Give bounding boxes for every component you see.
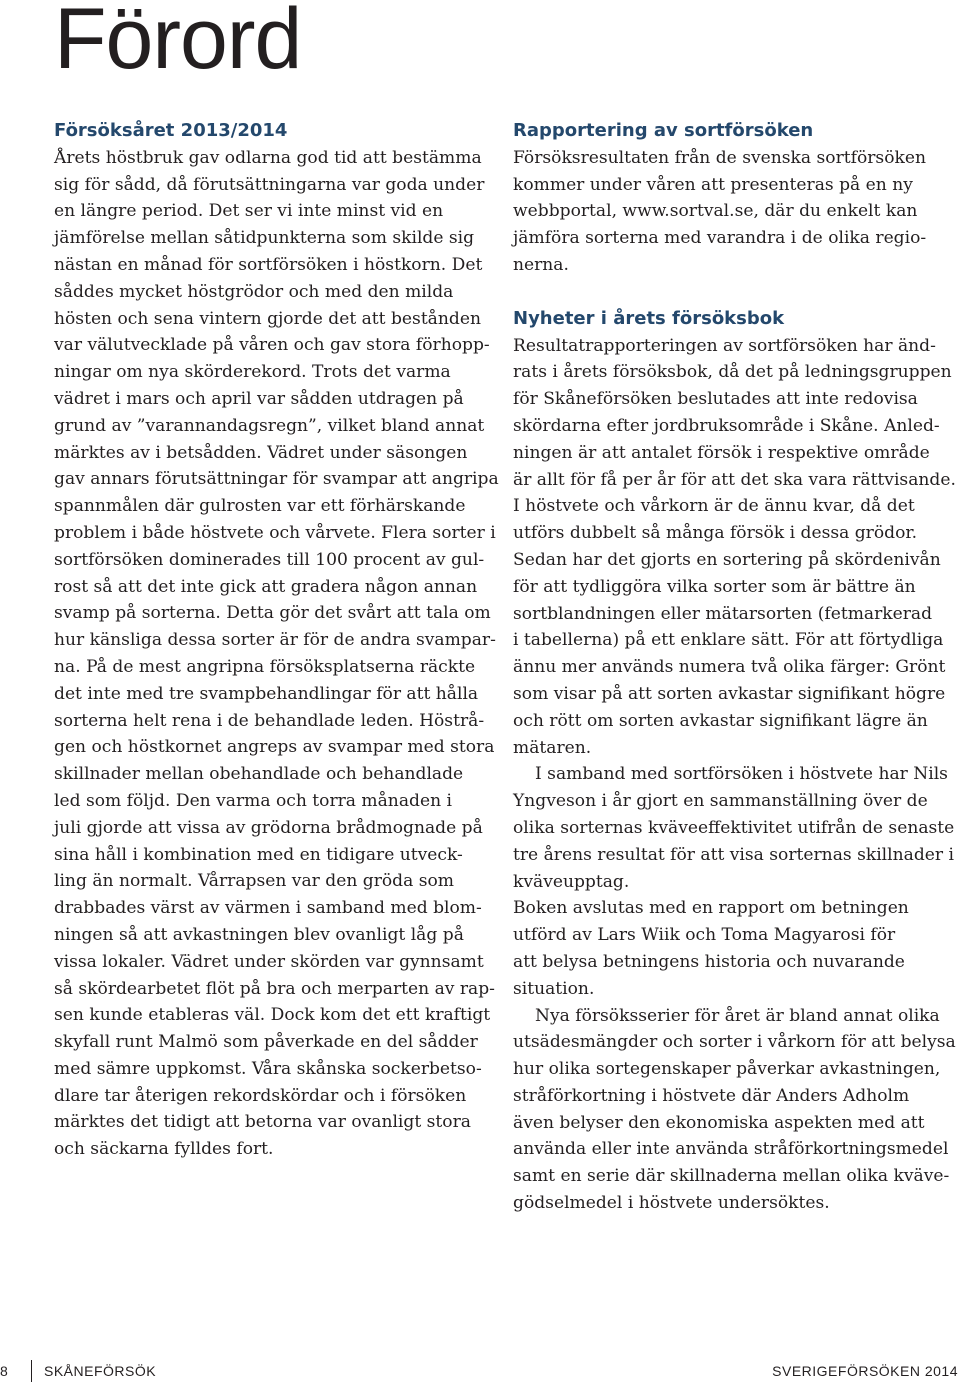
text-line: Boken avslutas med en rapport om betningen: [513, 898, 909, 919]
text-line: såddes mycket höstgrödor och med den milda: [54, 281, 454, 302]
text-line: hösten och sena vintern gjorde det att bestånden: [54, 308, 481, 329]
text-line: sen kunde etableras väl. Dock kom det ett kraftigt: [54, 1005, 491, 1026]
text-line: nästan en månad för sortförsöken i höstkorn. Det: [54, 254, 483, 275]
text-line: Försöksresultaten från de svenska sortförsöken: [513, 147, 926, 168]
text-line: ling än normalt. Vårrapsen var den gröda som: [54, 871, 454, 892]
page-footer: [0, 1360, 960, 1384]
text-line: skördarna efter jordbruksområde i Skåne. Anled-: [513, 415, 940, 436]
text-line: webbportal, www.sortval.se, där du enkelt kan: [513, 201, 918, 222]
text-line: rats i årets försöksbok, då det på ledningsgruppen: [513, 362, 952, 383]
text-line: gen och höstkornet angreps av svampar med stora: [54, 737, 495, 758]
text-line: tre årens resultat för att visa sorternas skillnader i: [513, 844, 954, 865]
text-line: sortförsöken dominerades till 100 procent av gul-: [54, 549, 485, 570]
text-line: som visar på att sorten avkastar signifikant högre: [513, 683, 946, 704]
footer-publication-right: SVERIGEFÖRSÖKEN 2014: [772, 1363, 958, 1379]
text-line: na. På de mest angripna försöksplatserna räckte: [54, 656, 476, 677]
text-line: utförd av Lars Wiik och Toma Magyarosi för: [513, 925, 896, 946]
text-line: samt en serie där skillnaderna mellan olika kväve-: [513, 1166, 950, 1187]
text-line: jämföra sorterna med varandra i de olika regio-: [513, 228, 927, 249]
text-line: var välutvecklade på våren och gav stora förhopp-: [54, 335, 490, 356]
text-line: I höstvete och vårkorn är de ännu kvar, då det: [513, 496, 915, 517]
body-text-betning: [513, 895, 943, 1002]
text-line: problem i både höstvete och vårvete. Flera sorter i: [54, 522, 496, 543]
text-line: ännu mer används numera två olika färger: Grönt: [513, 657, 946, 678]
text-line: gav annars förutsättningar för svampar att angripa: [54, 469, 499, 490]
text-line: även belyser den ekonomiska aspekten med att: [513, 1112, 925, 1133]
text-line: vissa lokaler. Vädret under skörden var gynnsamt: [54, 951, 484, 972]
page-number: 8: [0, 1363, 8, 1379]
text-line: situation.: [513, 978, 595, 999]
text-line: med sämre uppkomst. Våra skånska sockerbetso-: [54, 1058, 482, 1079]
text-line: en längre period. Det ser vi inte minst vid en: [54, 201, 444, 222]
text-line: sortblandningen eller mätarsorten (fetmarkerad: [513, 603, 933, 624]
text-line: Nya försöksserier för året är bland annat olika: [535, 1005, 940, 1026]
text-line: hur känsliga dessa sorter är för de andra svampar-: [54, 630, 496, 651]
text-line: sorterna helt rena i de behandlade leden. Höstrå-: [54, 710, 485, 731]
text-line: för att tydliggöra vilka sorter som är bättre än: [513, 576, 916, 597]
text-line: och rött om sorten avkastar signifikant lägre än: [513, 710, 928, 731]
text-line: i tabellerna) på ett enklare sätt. För att förtydliga: [513, 630, 944, 651]
text-line: märktes av i betsådden. Vädret under säsongen: [54, 442, 468, 463]
section-heading-forsoksaret: Försöksåret 2013/2014: [54, 120, 288, 141]
left-column: [54, 118, 499, 1163]
body-text-nya-forsoksserier: [513, 1003, 956, 1217]
text-line: Yngveson i år gjort en sammanställning över de: [513, 791, 928, 812]
footer-publication-left: SKÅNEFÖRSÖK: [44, 1363, 157, 1379]
page-title: Förord: [54, 0, 302, 87]
text-line: rost så att det inte gick att gradera någon annan: [54, 576, 478, 597]
text-line: använda eller inte använda stråförkortningsmedel: [513, 1139, 949, 1160]
text-line: Resultatrapporteringen av sortförsöken har änd-: [513, 335, 936, 356]
text-line: hur olika sortegenskaper påverkar avkastningen,: [513, 1059, 941, 1080]
text-line: så skördearbetet flöt på bra och merparten av rap-: [54, 978, 495, 999]
text-line: vädret i mars och april var sådden utdragen på: [54, 388, 464, 409]
text-line: olika sorternas kväveeffektivitet utifrån de senaste: [513, 817, 955, 838]
text-line: Årets höstbruk gav odlarna god tid att bestämma: [54, 147, 482, 168]
text-line: I samband med sortförsöken i höstvete har Nils: [535, 764, 948, 785]
text-line: gödselmedel i höstvete undersöktes.: [513, 1193, 830, 1214]
text-line: utsädesmängder och sorter i vårkorn för att belysa: [513, 1032, 956, 1053]
text-line: det inte med tre svampbehandlingar för att hålla: [54, 683, 479, 704]
body-text-rapportering: [513, 145, 943, 279]
text-line: utförs dubbelt så många försök i dessa grödor.: [513, 523, 918, 544]
body-text-forsoksaret: [54, 145, 499, 1163]
text-line: att belysa betningens historia och nuvarande: [513, 951, 905, 972]
text-line: svamp på sorterna. Detta gör det svårt att tala om: [54, 603, 491, 624]
text-line: Sedan har det gjorts en sortering på skördenivån: [513, 549, 941, 570]
text-line: drabbades värst av värmen i samband med blom-: [54, 898, 482, 919]
text-line: ningen är att antalet försök i respektive område: [513, 442, 930, 463]
text-line: kväveupptag.: [513, 871, 630, 892]
text-line: skillnader mellan obehandlade och behandlade: [54, 764, 464, 785]
text-line: märktes det tidigt att betorna var ovanligt stora: [54, 1112, 471, 1133]
right-column: [513, 118, 956, 1217]
section-heading-nyheter: Nyheter i årets försöksbok: [513, 307, 785, 329]
text-line: jämförelse mellan såtidpunkterna som skilde sig: [54, 228, 475, 249]
text-line: sina håll i kombination med en tidigare utveck-: [54, 844, 463, 865]
text-line: är allt för få per år för att det ska vara rättvisande.: [513, 469, 956, 490]
text-line: nerna.: [513, 254, 569, 275]
body-text-kvaveeffektivitet: [513, 761, 955, 895]
text-line: spannmålen där gulrosten var ett förhärskande: [54, 496, 466, 517]
text-line: stråförkortning i höstvete där Anders Adholm: [513, 1085, 910, 1106]
text-line: mätaren.: [513, 737, 592, 758]
text-line: för Skåneförsöken beslutades att inte redovisa: [513, 389, 918, 410]
body-text-nyheter: [513, 333, 956, 762]
text-line: skyfall runt Malmö som påverkade en del sådder: [54, 1032, 478, 1053]
text-line: sig för sådd, då förutsättningarna var goda under: [54, 174, 485, 195]
section-heading-rapportering: Rapportering av sortförsöken: [513, 120, 814, 141]
text-line: ningen så att avkastningen blev ovanligt låg på: [54, 924, 464, 945]
footer-divider: [31, 1360, 32, 1382]
text-line: led som följd. Den varma och torra månaden i: [54, 790, 452, 811]
text-line: kommer under våren att presenteras på en ny: [513, 174, 913, 195]
text-line: och säckarna fylldes fort.: [54, 1139, 274, 1160]
text-line: juli gjorde att vissa av grödorna brådmognade på: [54, 817, 483, 838]
text-line: ningar om nya skörderekord. Trots det varma: [54, 362, 451, 383]
text-line: dlare tar återigen rekordskördar och i försöken: [54, 1085, 467, 1106]
text-line: grund av ”varannandagsregn”, vilket bland annat: [54, 415, 485, 436]
